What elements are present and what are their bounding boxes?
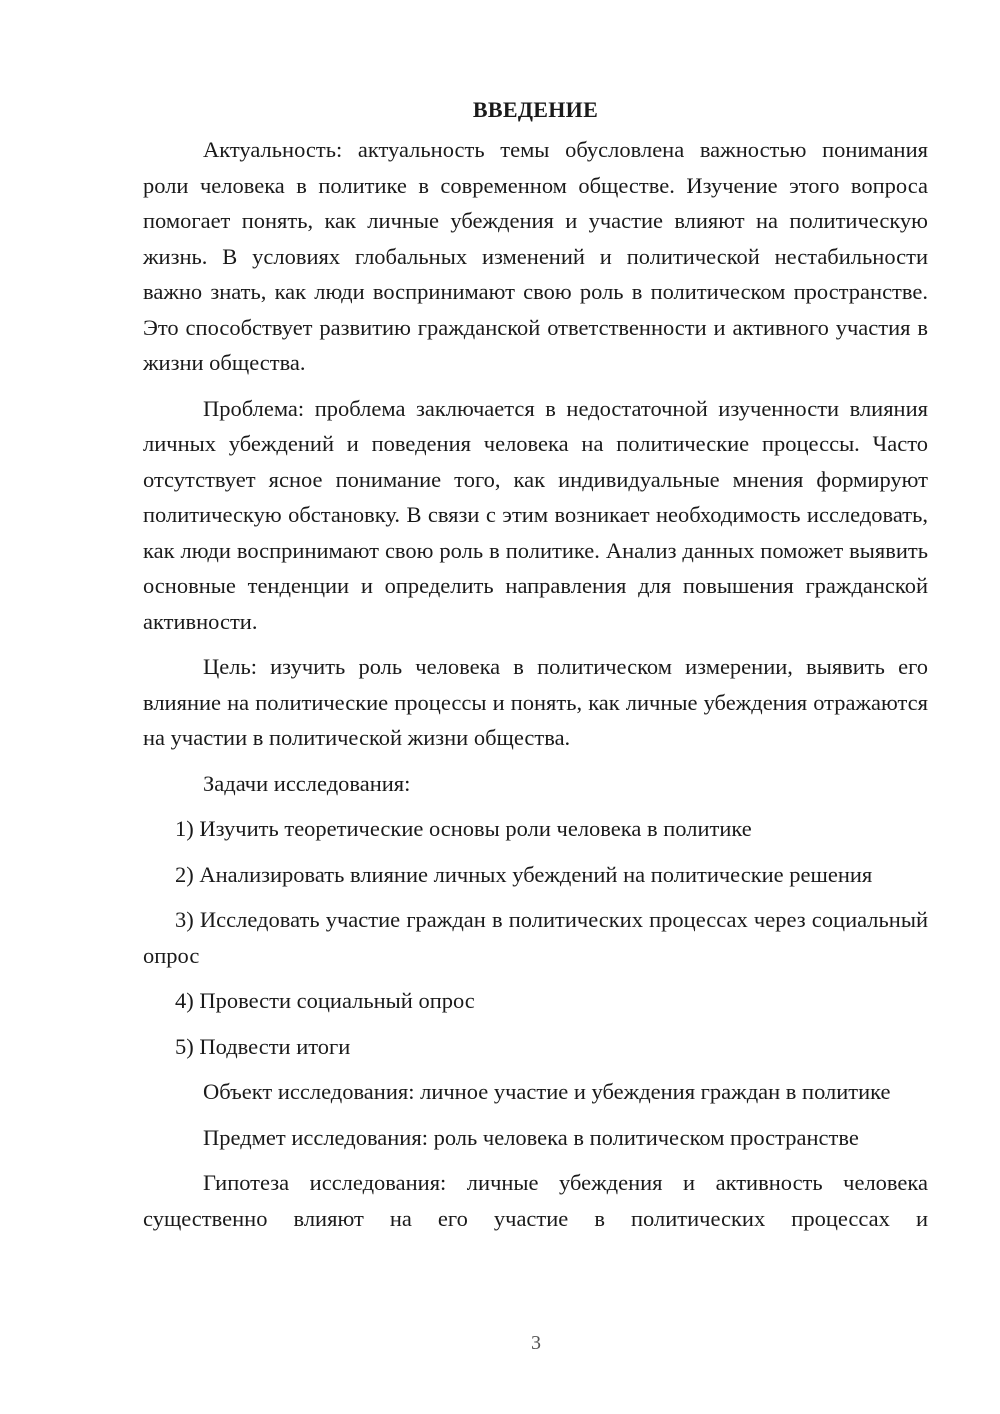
paragraph-hypothesis: Гипотеза исследования: личные убеждения и активность человека существенно влияют на его участие в политических процессах и <box>143 1170 928 1231</box>
paragraph-problem: Проблема: проблема заключается в недостаточной изученности влияния личных убеждений и поведения человека на политические процессы. Часто отсутствует ясное понимание того, как индивидуальные мнения формируют политическую обстановку. В связи с этим возникает необходимость исследовать, как люди воспринимают свою роль в политике. Анализ данных поможет выявить основные тенденции и определить направления для повышения гражданской активности. <box>143 395 928 634</box>
page-number: 3 <box>531 1332 541 1354</box>
tasks-heading: Задачи исследования: <box>203 770 411 796</box>
paragraph-goal: Цель: изучить роль человека в политическом измерении, выявить его влияние на политические процессы и понять, как личные убеждения отражаются на участии в политической жизни общества. <box>143 654 928 750</box>
paragraph-relevance: Актуальность: актуальность темы обусловлена важностью понимания роли человека в политике в современном обществе. Изучение этого вопроса помогает понять, как личные убеждения и участие влияют на политическую жизнь. В условиях глобальных изменений и политической нестабильности важно знать, как люди воспринимают свою роль в политическом пространстве. Это способствует развитию гражданской ответственности и активного участия в жизни общества. <box>143 137 928 375</box>
task-item-3: 3) Исследовать участие граждан в политических процессах через социальный опрос <box>143 907 928 968</box>
paragraph-object: Объект исследования: личное участие и убеждения граждан в политике <box>203 1079 891 1104</box>
task-item-4: 4) Провести социальный опрос <box>175 988 475 1013</box>
task-item-2: 2) Анализировать влияние личных убеждений на политические решения <box>175 861 873 887</box>
task-item-5: 5) Подвести итоги <box>175 1033 351 1059</box>
paragraph-subject: Предмет исследования: роль человека в политическом пространстве <box>203 1124 859 1150</box>
document-page <box>143 92 928 1246</box>
section-title: ВВЕДЕНИЕ <box>472 97 599 122</box>
task-item-1: 1) Изучить теоретические основы роли человека в политике <box>175 816 752 841</box>
